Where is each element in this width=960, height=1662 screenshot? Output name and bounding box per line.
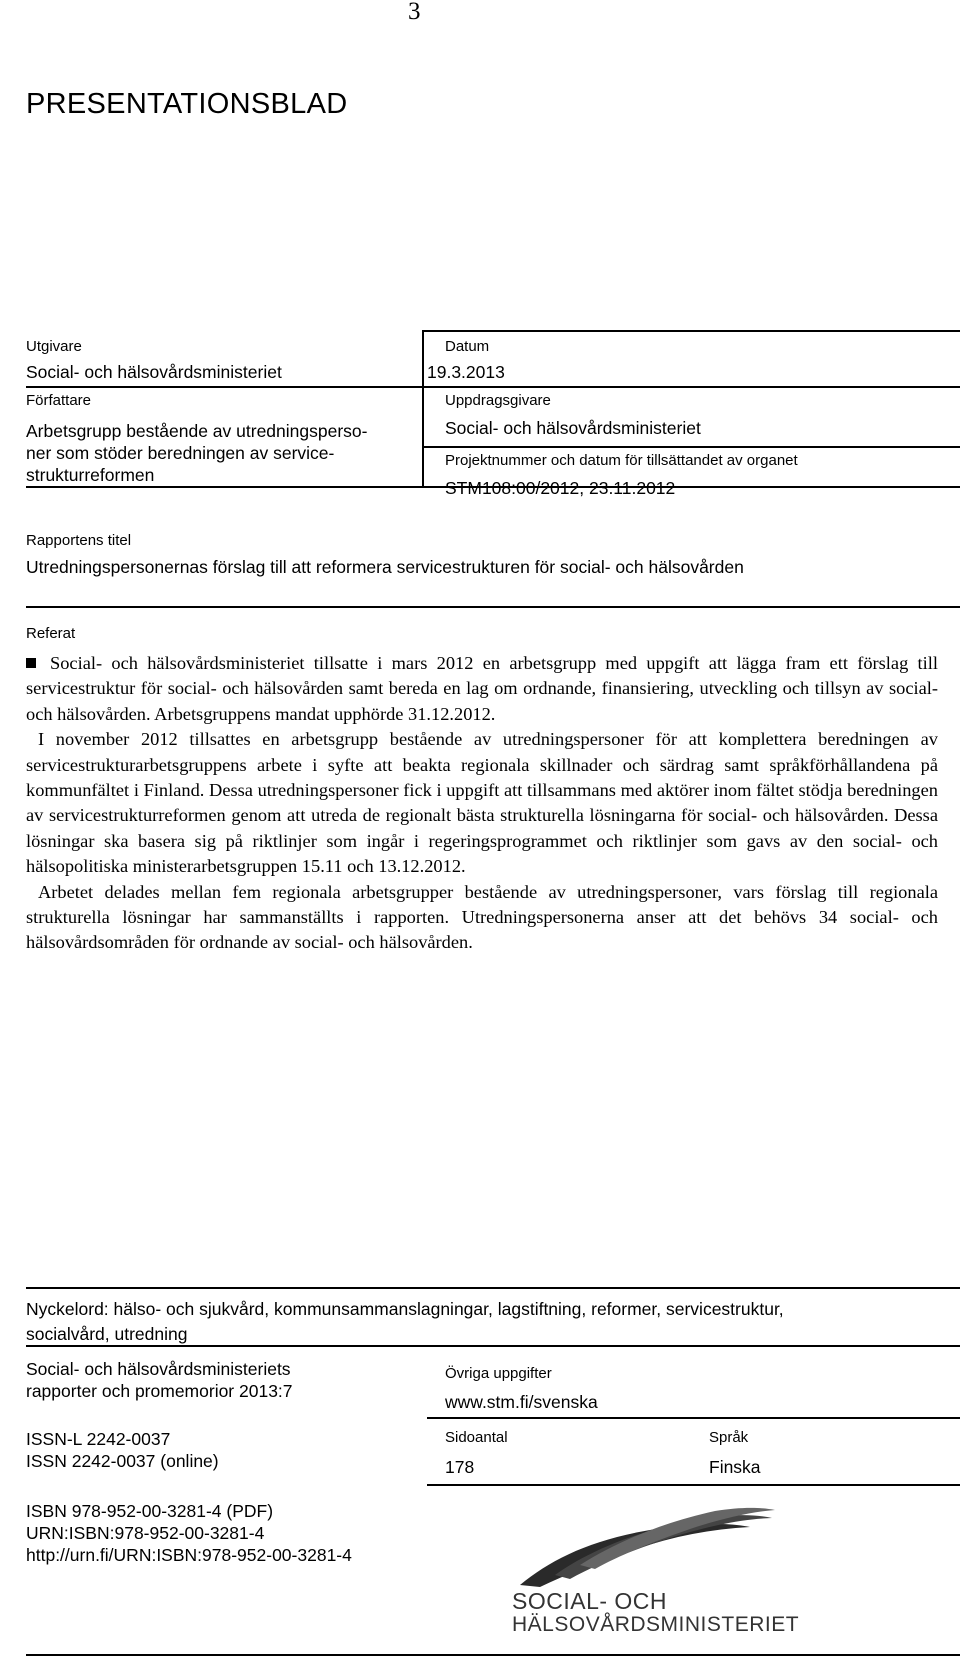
other-info-link[interactable]: www.stm.fi/svenska xyxy=(445,1392,598,1412)
isbn-line: http://urn.fi/URN:ISBN:978-952-00-3281-4 xyxy=(26,1545,352,1565)
ministry-logo-waves-icon xyxy=(510,1505,780,1590)
project-number: STM108:00/2012, 23.11.2012 xyxy=(445,478,676,498)
other-info-label: Övriga uppgifter xyxy=(445,1365,552,1382)
project-label: Projektnummer och datum för tillsättandet av organet xyxy=(445,452,798,469)
header-line-date xyxy=(26,386,960,388)
header-top-line xyxy=(422,330,960,332)
date-label: Datum xyxy=(445,338,490,355)
commissioner-label: Uppdragsgivare xyxy=(445,392,551,409)
isbn xyxy=(26,1500,352,1566)
publisher: Social- och hälsovårdsministeriet xyxy=(26,362,282,382)
bullet-square-icon xyxy=(26,658,36,668)
abstract-label: Referat xyxy=(26,625,76,642)
info-divider-line xyxy=(427,1417,960,1419)
header-vertical-line xyxy=(422,330,424,486)
series-line: rapporter och promemorior 2013:7 xyxy=(26,1381,293,1401)
pages-value: 178 xyxy=(445,1457,475,1477)
logo-text-line: HÄLSOVÅRDSMINISTERIET xyxy=(512,1613,800,1636)
issn-line: ISSN-L 2242-0037 xyxy=(26,1429,171,1449)
pages-label: Sidoantal xyxy=(445,1429,508,1446)
page-bottom-line xyxy=(26,1654,960,1656)
report-title: Utredningspersonernas förslag till att reformera servicestrukturen för social- och hälsovården xyxy=(26,557,744,577)
page-title: PRESENTATIONSBLAD xyxy=(26,88,348,120)
authors-label: Författare xyxy=(26,392,92,409)
isbn-line: URN:ISBN:978-952-00-3281-4 xyxy=(26,1523,265,1543)
publisher-label: Utgivare xyxy=(26,338,82,355)
logo-text-line: SOCIAL- OCH xyxy=(512,1588,668,1614)
issn xyxy=(26,1428,219,1472)
keywords-top-line xyxy=(26,1287,960,1289)
abstract-paragraph: I november 2012 tillsattes en arbetsgrupp bestående av utredningspersoner för att komplettera beredningen av servicestrukturarbetsgruppens arbete i syfte att beakta regionala skillnader och särdrag samt språkförhållandena på kommunfältet i Finland. Dessa utredningspersoner fick i uppgift att tillsammans med aktörer inom fältet stödja beredningen av servicestrukturreformen genom att utreda de regionalt bästa strukturella lösningarna för social- och hälsovården. Dessa lösningar ska basera sig på riktlinjer som ingår i regeringsprogrammet och riktlinjer som gavs av den social- och hälsopolitiska ministerarbetsgruppen 15.11 och 13.12.2012. xyxy=(26,729,938,877)
keywords-line: socialvård, utredning xyxy=(26,1324,188,1344)
abstract-paragraph: Social- och hälsovårdsministeriet tillsatte i mars 2012 en arbetsgrupp med uppgift att lägga fram ett förslag till servicestruktur för social- och hälsovården samt bereda en lag om ordnande, finansiering, utveckling och tillsyn av social- och hälsovården. Arbetsgruppens mandat upphörde 31.12.2012. xyxy=(26,653,938,724)
keywords-line: Nyckelord: hälso- och sjukvård, kommunsammanslagningar, lagstiftning, reformer, servicestruktur, xyxy=(26,1299,784,1319)
authors-line: ner som stöder beredningen av service- xyxy=(26,443,335,463)
report-title-label: Rapportens titel xyxy=(26,532,132,549)
info-bottom-line xyxy=(427,1484,960,1486)
language-label: Språk xyxy=(709,1429,749,1446)
logo-text xyxy=(512,1589,799,1637)
commissioner: Social- och hälsovårdsministeriet xyxy=(445,418,701,438)
series xyxy=(26,1358,293,1402)
authors-line: strukturreformen xyxy=(26,465,155,485)
abstract-paragraph: Arbetet delades mellan fem regionala arbetsgrupper bestående av utredningspersoner, vars förslag till regionala strukturella lösningar har sammanställts i rapporten. Utredningspersonerna anser att det behövs 34 social- och hälsovårdsområden för ordnande av social- och hälsovården. xyxy=(26,881,938,953)
abstract xyxy=(26,651,938,956)
header-line-commissioner xyxy=(422,446,960,448)
keywords-bottom-line xyxy=(26,1345,960,1347)
language-value: Finska xyxy=(709,1457,761,1477)
series-line: Social- och hälsovårdsministeriets xyxy=(26,1359,291,1379)
date: 19.3.2013 xyxy=(427,362,505,382)
page-number: 3 xyxy=(408,0,421,25)
title-bottom-line xyxy=(26,606,960,608)
keywords xyxy=(26,1297,784,1347)
authors xyxy=(26,420,367,486)
isbn-line: ISBN 978-952-00-3281-4 (PDF) xyxy=(26,1501,274,1521)
authors-line: Arbetsgrupp bestående av utredningsperso- xyxy=(26,421,368,441)
issn-line: ISSN 2242-0037 (online) xyxy=(26,1451,219,1471)
